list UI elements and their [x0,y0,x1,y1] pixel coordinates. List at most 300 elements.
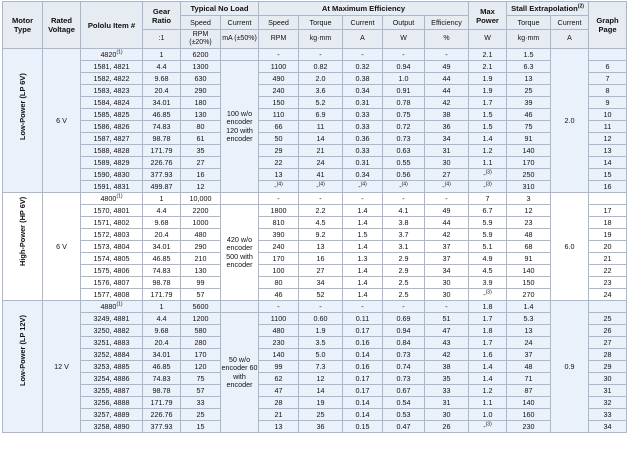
cell-gear-ratio [143,313,181,325]
no-load-current-note-label: 420 w/o encoder 500 with encoder [226,234,253,269]
cell-eff-speed [259,85,299,97]
cell-eff-output-value: 0.73 [396,350,411,359]
cell-eff-torque-value: 11 [316,122,325,131]
cell-max-power-value: 1.5 [482,122,493,131]
cell-graph-page [589,217,627,229]
table-row [3,325,627,337]
stall-current [551,193,589,301]
cell-eff-speed-value: 490 [272,74,285,83]
table-row [3,109,627,121]
cell-no-load-speed [181,229,221,241]
cell-eff-output-value: 0.78 [396,98,411,107]
cell-item [81,145,143,157]
cell-stall-torque [507,409,551,421]
cell-stall-torque-value: 71 [524,374,533,383]
cell-item-value: 1570, 4801 [93,206,130,215]
cell-stall-torque [507,313,551,325]
table-row [3,361,627,373]
cell-eff-current [343,397,383,409]
cell-no-load-speed [181,301,221,313]
cell-eff-speed-value: 110 [272,110,285,119]
cell-graph-page-value: 32 [603,398,612,407]
cell-graph-page [589,301,627,313]
cell-graph-page [589,397,627,409]
table-row [3,349,627,361]
table-row [3,217,627,229]
cell-item [81,241,143,253]
cell-no-load-speed-value: 120 [194,362,207,371]
cell-item-value: 3256, 4888 [93,398,130,407]
cell-stall-torque [507,265,551,277]
cell-eff-current-value: 0.17 [355,374,370,383]
cell-gear-ratio-value: 377.93 [150,422,173,431]
cell-gear-ratio-value: 1 [159,50,164,59]
cell-eff-output-value: 0.94 [396,326,411,335]
cell-graph-page [589,265,627,277]
cell-item [81,373,143,385]
table-row [3,133,627,145]
cell-eff-speed [259,337,299,349]
cell-eff-efficiency [425,361,469,373]
cell-eff-output-value: 0.72 [396,122,411,131]
cell-eff-efficiency-value: 37 [442,254,451,263]
cell-max-power-value: 2.1 [482,62,493,71]
cell-stall-torque [507,181,551,193]
cell-eff-torque [299,301,343,313]
cell-stall-torque [507,229,551,241]
cell-eff-torque-value: 7.3 [315,362,326,371]
cell-gear-ratio [143,301,181,313]
cell-gear-ratio-value: 9.68 [154,74,169,83]
cell-no-load-speed-value: 170 [194,350,207,359]
cell-eff-speed [259,409,299,421]
cell-eff-torque-value: 4.5 [315,218,326,227]
cell-stall-torque-value: 13 [524,74,533,83]
unit-eff-output: W [383,30,425,49]
cell-max-power [469,97,507,109]
cell-eff-torque-value: 24 [316,158,325,167]
cell-eff-torque-value: 0.82 [313,62,328,71]
cell-item [81,325,143,337]
cell-eff-efficiency [425,181,469,193]
cell-eff-output-value: 0.73 [396,374,411,383]
cell-graph-page-value: 21 [603,254,612,263]
cell-eff-current [343,421,383,433]
cell-eff-speed [259,373,299,385]
cell-no-load-speed [181,277,221,289]
cell-eff-output-value: 0.74 [396,362,411,371]
unit-eff-efficiency: % [425,30,469,49]
cell-eff-current-value: 1.4 [357,278,368,287]
cell-eff-speed [259,121,299,133]
no-load-current-note [221,313,259,433]
cell-eff-efficiency [425,373,469,385]
cell-eff-speed [259,181,299,193]
cell-graph-page-value: 30 [603,374,612,383]
cell-eff-current-value: 0.33 [355,110,370,119]
cell-eff-efficiency [425,193,469,205]
cell-eff-current [343,205,383,217]
cell-eff-output-value: 0.84 [396,338,411,347]
cell-gear-ratio [143,361,181,373]
cell-item-value: 1587, 4827 [93,134,130,143]
cell-gear-ratio [143,181,181,193]
cell-graph-page-value: 20 [603,242,612,251]
cell-gear-ratio-value: 171.79 [150,146,173,155]
cell-eff-torque-value: 14 [316,134,325,143]
cell-eff-current-value: - [361,194,364,203]
cell-eff-current-value: 0.32 [355,62,370,71]
cell-eff-efficiency-value: 49 [442,206,451,215]
cell-no-load-speed-value: 57 [196,290,205,299]
cell-graph-page-value: 12 [603,134,612,143]
cell-item [81,85,143,97]
cell-stall-torque [507,133,551,145]
cell-max-power [469,205,507,217]
cell-eff-torque [299,313,343,325]
table-row [3,373,627,385]
table-row [3,205,627,217]
unit-stall-current: A [551,30,589,49]
cell-eff-output [383,73,425,85]
cell-eff-current [343,325,383,337]
cell-max-power-value: 1.9 [482,86,493,95]
cell-eff-efficiency-value: 51 [442,314,451,323]
cell-eff-torque-value: 21 [316,146,325,155]
cell-eff-current-value: 1.3 [357,254,368,263]
cell-eff-efficiency-value: 34 [442,134,451,143]
cell-gear-ratio [143,337,181,349]
cell-eff-speed [259,61,299,73]
cell-no-load-speed-value: 130 [194,266,207,275]
cell-graph-page [589,385,627,397]
cell-gear-ratio-value: 499.87 [150,182,173,191]
cell-no-load-speed-value: 33 [196,398,205,407]
cell-item [81,205,143,217]
cell-eff-efficiency [425,385,469,397]
footnote-marker: (3) [485,289,492,296]
cell-max-power-value: 1.4 [482,374,493,383]
cell-eff-speed [259,361,299,373]
cell-stall-torque [507,289,551,301]
stall-current-label: 2.0 [564,116,575,125]
cell-stall-torque-value: 140 [522,398,535,407]
cell-max-power [469,85,507,97]
cell-stall-torque [507,193,551,205]
cell-stall-torque [507,109,551,121]
cell-item-value: 3258, 4890 [93,422,130,431]
cell-eff-speed-value: 62 [274,374,283,383]
cell-item [81,253,143,265]
cell-item-value: 1572, 4803 [93,230,130,239]
cell-eff-efficiency [425,85,469,97]
cell-graph-page [589,73,627,85]
cell-gear-ratio [143,145,181,157]
cell-eff-torque-value: 16 [316,254,325,263]
cell-eff-current [343,313,383,325]
cell-item-value: 1590, 4830 [93,170,130,179]
cell-graph-page-value: 24 [603,290,612,299]
cell-eff-output-value: 3.7 [398,230,409,239]
cell-stall-torque [507,337,551,349]
footnote-marker: (4) [360,181,367,188]
cell-eff-efficiency [425,73,469,85]
cell-graph-page [589,277,627,289]
cell-eff-current [343,85,383,97]
cell-stall-torque-value: 150 [522,278,535,287]
cell-gear-ratio [143,229,181,241]
cell-graph-page [589,97,627,109]
cell-eff-output [383,241,425,253]
footnote-marker: (1) [116,49,123,56]
cell-eff-current [343,121,383,133]
footnote-marker: (3) [485,169,492,176]
cell-item-value: 3255, 4887 [93,386,130,395]
cell-gear-ratio [143,85,181,97]
cell-max-power-value: - [483,290,486,299]
cell-item-value: 3257, 4889 [93,410,130,419]
header-stall [507,2,589,16]
cell-eff-torque [299,361,343,373]
cell-gear-ratio-value: 20.4 [154,230,169,239]
unit-gear: :1 [143,30,181,49]
cell-stall-torque [507,157,551,169]
cell-eff-speed [259,205,299,217]
cell-graph-page-value: 22 [603,266,612,275]
cell-graph-page [589,409,627,421]
cell-max-power [469,265,507,277]
cell-graph-page [589,205,627,217]
cell-gear-ratio [143,217,181,229]
cell-eff-efficiency [425,301,469,313]
header-motor-type: Motor Type [3,2,43,49]
cell-graph-page-value: 13 [603,146,612,155]
cell-eff-current [343,409,383,421]
cell-eff-torque [299,385,343,397]
cell-eff-efficiency-value: 30 [442,290,451,299]
cell-eff-torque-value: - [319,302,322,311]
cell-eff-output [383,409,425,421]
footnote-marker: (1) [116,301,123,308]
cell-stall-torque-value: 6.3 [523,62,534,71]
cell-stall-torque-value: 48 [524,362,533,371]
cell-max-power-value: 5.1 [482,242,493,251]
cell-item [81,385,143,397]
header-stall-sup: (2) [577,3,584,10]
cell-item-value: 1577, 4808 [93,290,130,299]
cell-max-power-value: - [483,170,486,179]
cell-eff-current-value: 1.4 [357,242,368,251]
cell-max-power [469,253,507,265]
cell-item [81,121,143,133]
cell-max-power [469,385,507,397]
header-eff-current: Current [343,16,383,30]
cell-stall-torque [507,421,551,433]
cell-stall-torque-value: 140 [522,266,535,275]
cell-eff-output [383,385,425,397]
header-pololu-item: Pololu Item # [81,2,143,49]
cell-item-value: 3252, 4884 [93,350,130,359]
cell-stall-torque-value: 12 [524,206,533,215]
cell-item-value: 3253, 4885 [93,362,130,371]
cell-eff-torque [299,229,343,241]
cell-max-power [469,217,507,229]
cell-eff-torque [299,325,343,337]
cell-eff-torque [299,97,343,109]
cell-eff-efficiency [425,349,469,361]
cell-gear-ratio [143,373,181,385]
cell-eff-current-value: 1.4 [357,218,368,227]
cell-item-value: 1591, 4831 [93,182,130,191]
cell-eff-speed-value: 240 [272,86,285,95]
cell-eff-torque [299,193,343,205]
cell-gear-ratio [143,157,181,169]
cell-eff-current [343,61,383,73]
cell-eff-current-value: 0.36 [355,134,370,143]
cell-no-load-speed [181,49,221,61]
cell-stall-torque-value: 1.5 [523,50,534,59]
table-row [3,301,627,313]
cell-max-power-value: 1.4 [482,362,493,371]
cell-eff-output [383,361,425,373]
cell-no-load-speed [181,325,221,337]
cell-graph-page [589,157,627,169]
cell-eff-current-value: 0.33 [355,122,370,131]
cell-eff-speed [259,385,299,397]
cell-stall-torque-value: 37 [524,350,533,359]
cell-gear-ratio [143,385,181,397]
cell-eff-efficiency-value: 30 [442,410,451,419]
cell-no-load-speed-value: 12 [196,182,205,191]
cell-gear-ratio [143,121,181,133]
cell-eff-efficiency-value: 44 [442,74,451,83]
cell-max-power [469,181,507,193]
cell-stall-torque [507,397,551,409]
cell-eff-torque-value: - [319,50,322,59]
cell-gear-ratio-value: 46.85 [152,362,171,371]
cell-eff-torque-value: 3.6 [315,86,326,95]
header-eff-speed: Speed [259,16,299,30]
cell-max-power-value: 1.9 [482,74,493,83]
cell-no-load-speed-value: 15 [196,422,205,431]
cell-max-power [469,193,507,205]
cell-eff-current [343,253,383,265]
cell-gear-ratio-value: 377.93 [150,170,173,179]
cell-eff-torque-value: 0.60 [313,314,328,323]
cell-item [81,313,143,325]
cell-no-load-speed-value: 99 [196,278,205,287]
cell-graph-page [589,313,627,325]
cell-eff-efficiency-value: - [445,194,448,203]
cell-eff-speed-value: 46 [274,290,283,299]
cell-no-load-current [221,301,259,313]
unit-stall-torque: kg·mm [507,30,551,49]
cell-eff-current-value: 0.15 [355,422,370,431]
cell-gear-ratio-value: 226.76 [150,410,173,419]
cell-max-power [469,169,507,181]
table-row [3,193,627,205]
cell-item [81,229,143,241]
cell-eff-output-value: 0.56 [396,170,411,179]
rated-voltage [43,193,81,301]
cell-gear-ratio [143,289,181,301]
cell-stall-torque-value: 87 [524,386,533,395]
cell-eff-speed-value: 22 [274,158,283,167]
cell-eff-torque [299,145,343,157]
cell-max-power-value: 1.6 [482,350,493,359]
cell-eff-speed [259,109,299,121]
table-row [3,421,627,433]
footnote-marker: (4) [401,181,408,188]
cell-eff-speed [259,73,299,85]
cell-eff-output-value: 0.67 [396,386,411,395]
cell-stall-torque [507,121,551,133]
cell-stall-torque [507,73,551,85]
cell-graph-page [589,109,627,121]
cell-stall-torque-value: 75 [524,122,533,131]
cell-no-load-speed [181,97,221,109]
cell-graph-page [589,361,627,373]
cell-graph-page-value: 7 [605,74,610,83]
cell-eff-current-value: 1.5 [357,230,368,239]
cell-stall-torque-value: 46 [524,110,533,119]
cell-no-load-current [221,49,259,61]
cell-eff-efficiency-value: 38 [442,110,451,119]
cell-max-power [469,421,507,433]
cell-eff-torque [299,409,343,421]
cell-eff-output-value: 2.5 [398,278,409,287]
stall-current [551,301,589,433]
cell-eff-current-value: 0.14 [355,350,370,359]
cell-graph-page [589,253,627,265]
cell-graph-page-value: 8 [605,86,610,95]
cell-eff-speed [259,241,299,253]
cell-eff-efficiency-value: 44 [442,86,451,95]
cell-eff-speed [259,145,299,157]
cell-eff-torque [299,133,343,145]
footnote-marker: (4) [444,181,451,188]
cell-gear-ratio-value: 4.4 [156,314,167,323]
cell-no-load-speed [181,217,221,229]
cell-eff-efficiency-value: 47 [442,326,451,335]
table-row [3,337,627,349]
cell-eff-output-value: - [402,302,405,311]
unit-nl-current: mA (±50%) [221,30,259,49]
cell-eff-efficiency [425,313,469,325]
cell-graph-page [589,61,627,73]
cell-eff-speed-value: 240 [272,242,285,251]
table-row [3,265,627,277]
unit-eff-speed: RPM [259,30,299,49]
cell-stall-torque [507,217,551,229]
cell-item-value: 1588, 4828 [93,146,130,155]
cell-graph-page-value: 15 [603,170,612,179]
cell-eff-current [343,337,383,349]
cell-eff-current [343,73,383,85]
unit-nl-speed: RPM (±20%) [181,30,221,49]
cell-graph-page-value: 14 [603,158,612,167]
cell-eff-output-value: - [402,194,405,203]
cell-gear-ratio-value: 98.78 [152,134,171,143]
cell-eff-current [343,301,383,313]
cell-eff-output [383,301,425,313]
cell-eff-speed-value: 480 [272,326,285,335]
cell-graph-page-value: 27 [603,338,612,347]
cell-item [81,97,143,109]
cell-graph-page-value: 11 [603,122,612,131]
cell-eff-speed [259,301,299,313]
cell-no-load-speed [181,61,221,73]
